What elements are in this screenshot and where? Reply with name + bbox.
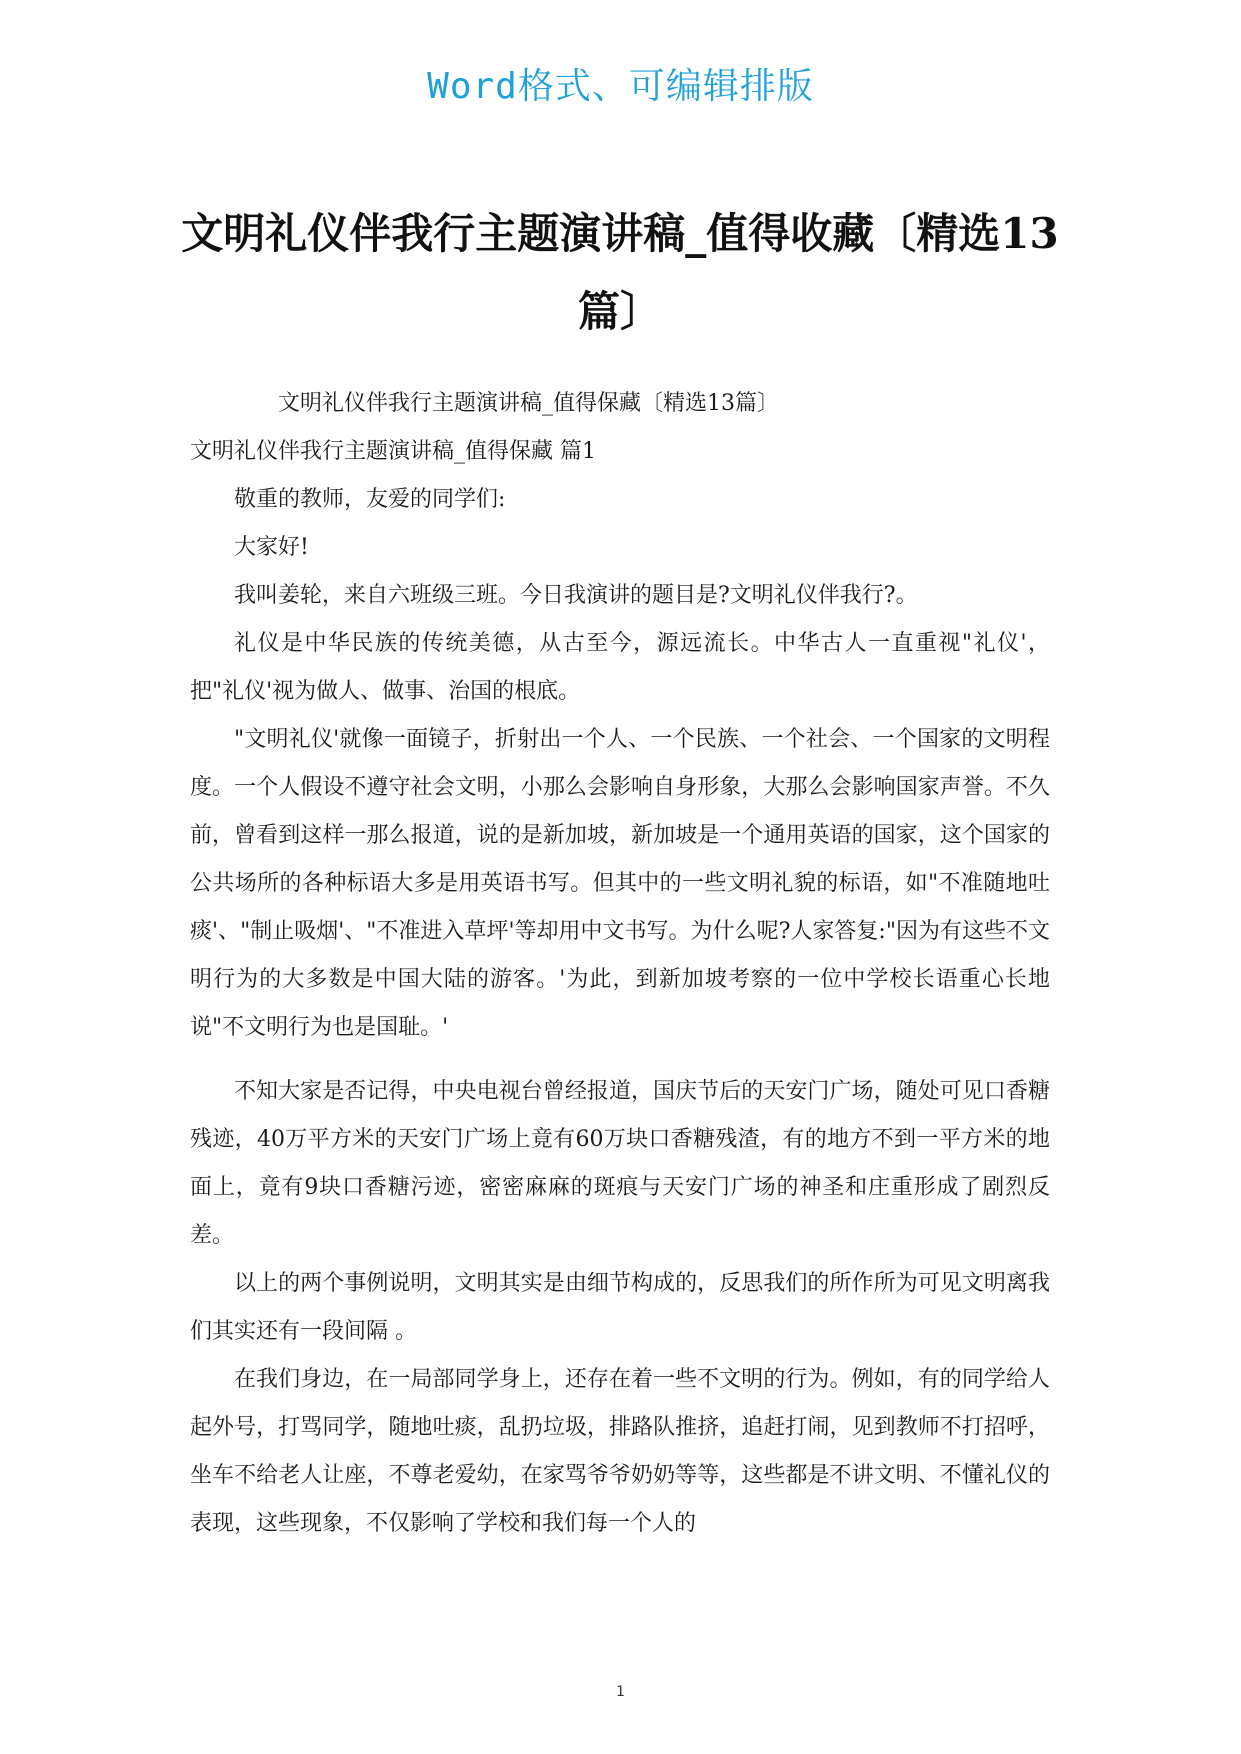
- paragraph-greeting: 敬重的教师，友爱的同学们:: [234, 487, 506, 512]
- paragraph-tiananmen: 不知大家是否记得，中央电视台曾经报道，国庆节后的天安门广场，随处可见口香糖残迹，40万平方米的天安门广场上竟有60万块口香糖残渣，有的地方不到一平方米的地面上，竟有9块口香糖污迹，密密麻麻的斑痕与天安门广场的神圣和庄重形成了剧烈反差。: [190, 1079, 1050, 1248]
- paragraph-etiquette: 礼仪是中华民族的传统美德，从古至今，源远流长。中华古人一直重视"礼仪'，把"礼仪'视为做人、做事、治国的根底。: [190, 631, 1050, 704]
- document-subtitle: 文明礼仪伴我行主题演讲稿_值得保藏〔精选13篇〕: [278, 391, 779, 416]
- page-number: 1: [616, 1684, 625, 1700]
- document-body: [190, 380, 1050, 1548]
- paragraph-hello: 大家好!: [234, 535, 309, 560]
- section-heading: 文明礼仪伴我行主题演讲稿_值得保藏 篇1: [190, 439, 596, 464]
- document-title: 文明礼仪伴我行主题演讲稿_值得收藏〔精选13篇〕: [181, 209, 1059, 336]
- paragraph-behaviors: 在我们身边，在一局部同学身上，还存在着一些不文明的行为。例如，有的同学给人起外号，打骂同学，随地吐痰，乱扔垃圾，排路队推挤，追赶打闹，见到教师不打招呼，坐车不给老人让座，不尊老爱幼，在家骂爷爷奶奶等等，这些都是不讲文明、不懂礼仪的表现，这些现象，不仅影响了学校和我们每一个人的: [190, 1367, 1050, 1536]
- header-banner: Word格式、可编辑排版: [427, 66, 814, 107]
- paragraph-examples: 以上的两个事例说明，文明其实是由细节构成的，反思我们的所作所为可见文明离我们其实还有一段间隔 。: [190, 1271, 1050, 1344]
- paragraph-singapore: "文明礼仪'就像一面镜子，折射出一个人、一个民族、一个社会、一个国家的文明程度。一个人假设不遵守社会文明，小那么会影响自身形象，大那么会影响国家声誉。不久前，曾看到这样一那么报道，说的是新加坡，新加坡是一个通用英语的国家，这个国家的公共场所的各种标语大多是用英语书写。但其中的一些文明礼貌的标语，如"不准随地吐痰'、"制止吸烟'、"不准进入草坪'等却用中文书写。为什么呢?人家答复:"因为有这些不文明行为的大多数是中国大陆的游客。'为此，到新加坡考察的一位中学校长语重心长地说"不文明行为也是国耻。': [190, 727, 1050, 1040]
- paragraph-intro: 我叫姜轮，来自六班级三班。今日我演讲的题目是?文明礼仪伴我行?。: [234, 583, 918, 608]
